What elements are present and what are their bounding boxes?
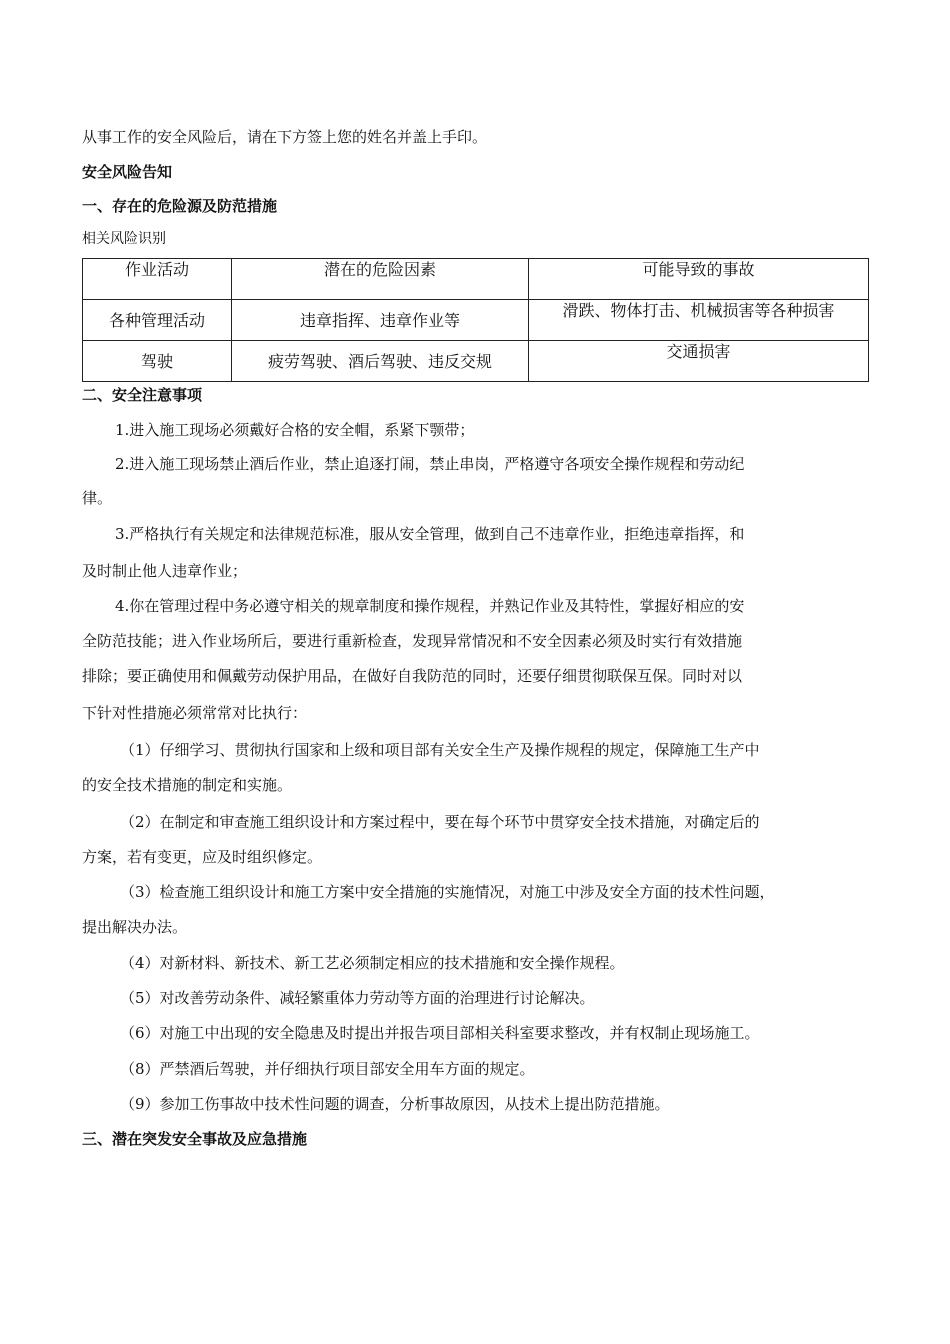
- risk-table: [82, 258, 869, 382]
- item-2-line-1: 2.进入施工现场禁止酒后作业，禁止追逐打闹，禁止串岗，严格遵守各项安全操作规程和劳动纪: [115, 455, 745, 473]
- measure-1-line-1: （1）仔细学习、贯彻执行国家和上级和项目部有关安全生产及操作规程的规定，保障施工生产中: [120, 741, 760, 759]
- table-cell: 违章指挥、违章作业等: [232, 300, 529, 341]
- measure-8: （8）严禁酒后驾驶，并仔细执行项目部安全用车方面的规定。: [120, 1060, 535, 1078]
- item-3-line-2: 及时制止他人违章作业；: [82, 562, 248, 580]
- table-caption: 相关风险识别: [82, 231, 166, 247]
- item-4-line-2: 全防范技能；进入作业场所后，要进行重新检查，发现异常情况和不安全因素必须及时实行有效措施: [82, 632, 743, 650]
- measure-1-line-2: 的安全技术措施的制定和实施。: [82, 776, 293, 794]
- item-1: 1.进入施工现场必须戴好合格的安全帽，系紧下颚带；: [115, 421, 475, 439]
- item-4-line-1: 4.你在管理过程中务必遵守相关的规章制度和操作规程，并熟记作业及其特性，掌握好相应的安: [115, 597, 745, 615]
- section-1-heading: 一、存在的危险源及防范措施: [82, 197, 278, 215]
- measure-3-line-1: （3）检查施工组织设计和施工方案中安全措施的实施情况，对施工中涉及安全方面的技术性问题，: [120, 883, 775, 901]
- item-4-line-3: 排除；要正确使用和佩戴劳动保护用品，在做好自我防范的同时，还要仔细贯彻联保互保。同时对以: [82, 667, 743, 685]
- table-cell: 疲劳驾驶、酒后驾驶、违反交规: [232, 341, 529, 382]
- table-row: [83, 341, 869, 382]
- measure-6: （6）对施工中出现的安全隐患及时提出并报告项目部相关科室要求整改，并有权制止现场施工。: [120, 1024, 760, 1042]
- table-header-cell: 潜在的危险因素: [232, 259, 529, 300]
- measure-3-line-2: 提出解决办法。: [82, 918, 188, 936]
- item-4-line-4: 下针对性措施必须常常对比执行：: [82, 704, 308, 722]
- measure-5: （5）对改善劳动条件、减轻繁重体力劳动等方面的治理进行讨论解决。: [120, 989, 595, 1007]
- item-3-line-1: 3.严格执行有关规定和法律规范标准，服从安全管理，做到自己不违章作业，拒绝违章指挥，和: [115, 525, 745, 543]
- table-cell: 滑跌、物体打击、机械损害等各种损害: [529, 300, 869, 341]
- table-cell: 各种管理活动: [83, 300, 232, 341]
- measure-2-line-1: （2）在制定和审查施工组织设计和方案过程中，要在每个环节中贯穿安全技术措施，对确定后的: [120, 813, 760, 831]
- doc-title: 安全风险告知: [82, 163, 173, 181]
- intro-text: 从事工作的安全风险后，请在下方签上您的姓名并盖上手印。: [82, 128, 488, 146]
- table-header-cell: 可能导致的事故: [529, 259, 869, 300]
- table-row: [83, 300, 869, 341]
- table-header-row: [83, 259, 869, 300]
- table-cell: 驾驶: [83, 341, 232, 382]
- item-2-line-2: 律。: [82, 489, 113, 507]
- table-header-cell: 作业活动: [83, 259, 232, 300]
- measure-2-line-2: 方案，若有变更，应及时组织修定。: [82, 848, 323, 866]
- section-2-heading: 二、安全注意事项: [82, 386, 203, 404]
- table-cell: 交通损害: [529, 341, 869, 382]
- measure-4: （4）对新材料、新技术、新工艺必须制定相应的技术措施和安全操作规程。: [120, 954, 625, 972]
- section-3-heading: 三、潜在突发安全事故及应急措施: [82, 1130, 308, 1148]
- measure-9: （9）参加工伤事故中技术性问题的调查，分析事故原因，从技术上提出防范措施。: [120, 1095, 670, 1113]
